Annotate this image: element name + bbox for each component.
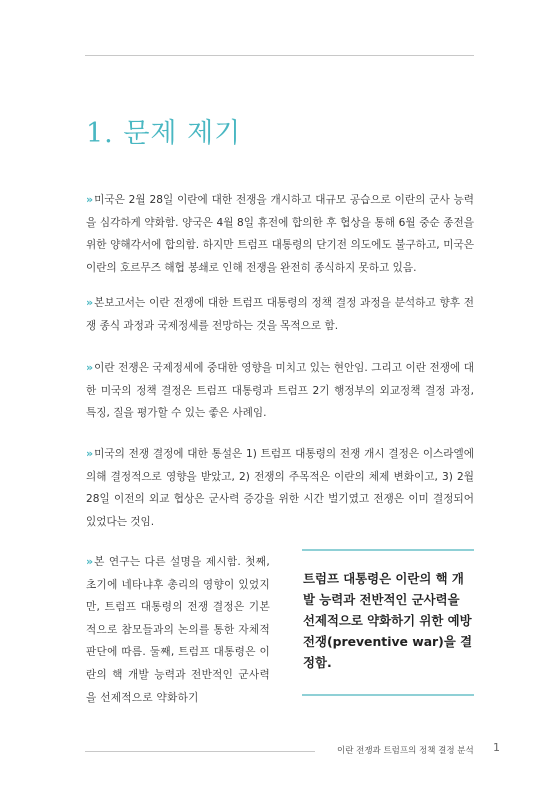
pull-quote (302, 549, 474, 697)
paragraph-text: 이란 전쟁은 국제정세에 중대한 영향을 미치고 있는 현안임. 그리고 이란 전쟁에 대한 미국의 정책 결정은 트럼프 대통령과 트럼프 2기 행정부의 외교정책 결정 과정, 특징, 질을 평가할 수 있는 좋은 사례임. (86, 362, 474, 420)
pull-quote-bottom-rule (302, 694, 474, 696)
page-number: 1 (493, 741, 500, 754)
pull-quote-text: 트럼프 대통령은 이란의 핵 개발 능력과 전반적인 군사력을 선제적으로 약화하기 위한 예방전쟁(preventive war)을 결정함. (303, 571, 473, 670)
paragraph-2 (86, 292, 474, 337)
pull-quote-top-rule (302, 549, 474, 551)
bullet-marker-icon: » (86, 193, 92, 206)
paragraph-text: 미국의 전쟁 결정에 대한 통설은 1) 트럼프 대통령의 전쟁 개시 결정은 이스라엘에 의해 결정적으로 영향을 받았고, 2) 전쟁의 주목적은 이란의 체제 변화이고, 3) 2월 28일 이전의 외교 협상은 군사력 증강을 위한 시간 벌기였고 전쟁은 이미 결정되어 있었다는 것임. (86, 448, 474, 528)
paragraph-text: 본 연구는 다른 설명을 제시함. 첫째, 초기에 네타냐후 총리의 영향이 있었지만, 트럼프 대통령의 전쟁 결정은 기본적으로 참모들과의 논의를 통한 자체적 판단에 따름. 둘째, 트럼프 대통령은 이란의 핵 개발 능력과 전반적인 군사력을 선제적으로 약화하기 (86, 556, 270, 704)
paragraph-4 (86, 443, 474, 533)
top-divider (85, 55, 474, 56)
paragraph-5 (86, 551, 270, 709)
footer-divider (85, 751, 315, 752)
paragraph-3 (86, 357, 474, 425)
bullet-marker-icon: » (86, 447, 92, 460)
bullet-marker-icon: » (86, 361, 92, 374)
paragraph-text: 미국은 2월 28일 이란에 대한 전쟁을 개시하고 대규모 공습으로 이란의 군사 능력을 심각하게 약화함. 양국은 4월 8일 휴전에 합의한 후 협상을 통해 6월 중순 종전을 위한 양해각서에 합의함. 하지만 트럼프 대통령의 단기전 의도에도 불구하고, 미국은 이란의 호르무즈 해협 봉쇄로 인해 전쟁을 완전히 종식하지 못하고 있음. (86, 194, 474, 274)
bullet-marker-icon: » (86, 296, 92, 309)
section-title: 1. 문제 제기 (86, 118, 242, 149)
bullet-marker-icon: » (86, 555, 92, 568)
paragraph-1 (86, 189, 474, 279)
paragraph-text: 본보고서는 이란 전쟁에 대한 트럼프 대통령의 정책 결정 과정을 분석하고 향후 전쟁 종식 과정과 국제정세를 전망하는 것을 목적으로 함. (86, 297, 474, 332)
footer-title: 이란 전쟁과 트럼프의 정책 결정 분석 (337, 746, 474, 756)
